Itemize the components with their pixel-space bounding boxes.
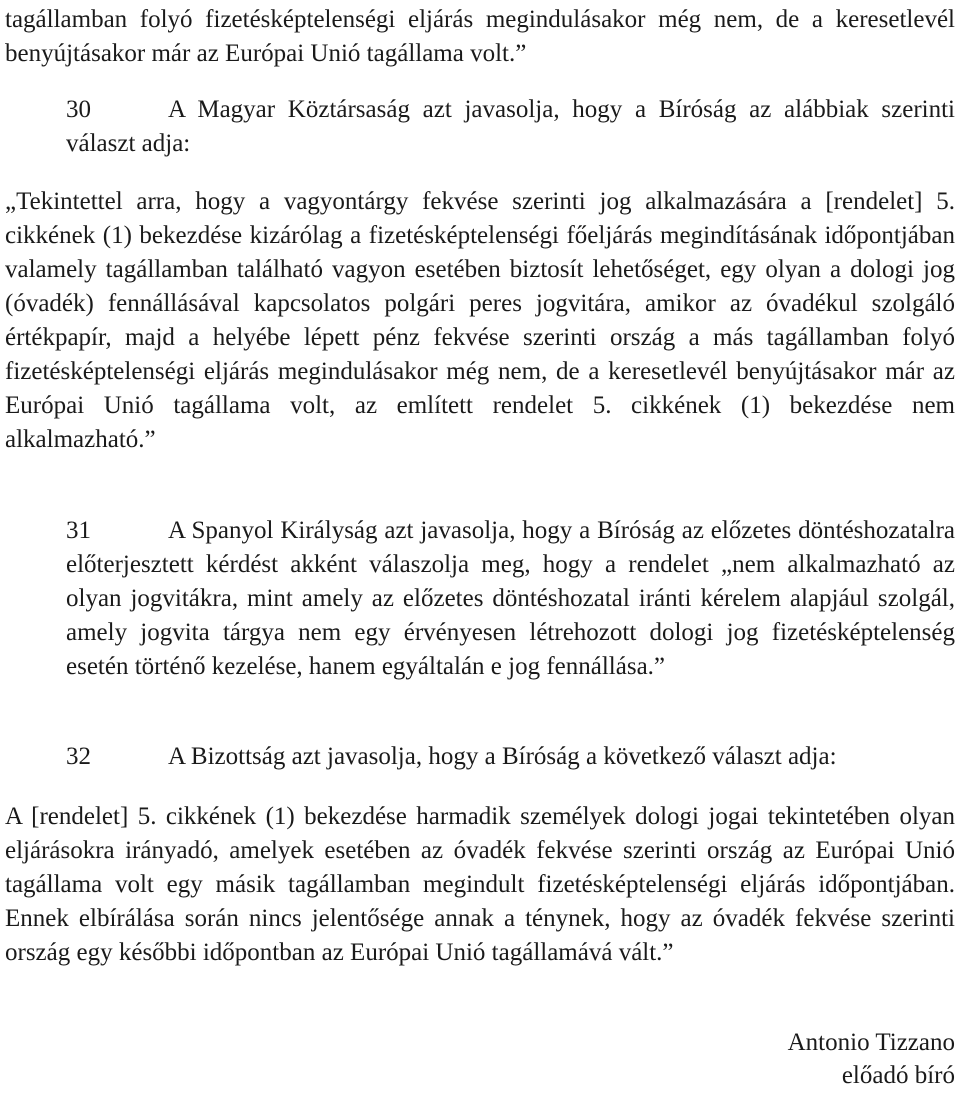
paragraph-number: 30: [66, 96, 91, 123]
paragraph-32: [66, 740, 955, 774]
paragraph-number: 32: [66, 743, 91, 770]
paragraph-31: [66, 514, 955, 684]
signature-name: Antonio Tizzano: [787, 1029, 955, 1056]
paragraph-text: A Spanyol Királyság azt javasolja, hogy a Bíróság az előzetes döntéshozatalra előterjesztett kérdést akként válaszolja meg, hogy a rendelet „nem alkalmazható az olyan jogvitákra, mint amely az előzetes döntéshozatal iránti kérelem alapjául szolgál, amely jogvita tárgya nem egy érvényesen létrehozott dologi jog fizetésképtelenség esetén történő kezelése, hanem egyáltalán e jog fennállása.”: [66, 517, 955, 680]
paragraph-30: [66, 93, 955, 161]
top-paragraph: tagállamban folyó fizetésképtelenségi eljárás megindulásakor még nem, de a keresetlevél benyújtásakor már az Európai Unió tagállama volt.”: [5, 6, 955, 67]
paragraph-text: A Bizottság azt javasolja, hogy a Bíróság a következő választ adja:: [168, 743, 837, 770]
signature-title: előadó bíró: [841, 1062, 955, 1089]
paragraph-30-quote: „Tekintettel arra, hogy a vagyontárgy fekvése szerinti jog alkalmazására a [rendelet] 5. cikkének (1) bekezdése kizárólag a fizetésképtelenségi főeljárás megindításának időpontjában valamely tagállamban található vagyon esetében biztosít lehetőséget, egy olyan a dologi jog (óvadék) fennállásával kapcsolatos polgári peres jogvitára, amikor az óvadékul szolgáló értékpapír, majd a helyébe lépett pénz fekvése szerinti ország a más tagállamban folyó fizetésképtelenségi eljárás megindulásakor még nem, de a keresetlevél benyújtásakor már az Európai Unió tagállama volt, az említett rendelet 5. cikkének (1) bekezdése nem alkalmazható.”: [5, 188, 955, 453]
paragraph-text: A Magyar Köztársaság azt javasolja, hogy a Bíróság az alábbiak szerinti választ adja:: [66, 96, 955, 157]
paragraph-32-quote: A [rendelet] 5. cikkének (1) bekezdése harmadik személyek dologi jogai tekintetében olyan eljárásokra irányadó, amelyek esetében az óvadék fekvése szerinti ország az Európai Unió tagállama volt egy másik tagállamban megindult fizetésképtelenségi eljárás időpontjában. Ennek elbírálása során nincs jelentősége annak a ténynek, hogy az óvadék fekvése szerinti ország egy későbbi időpontban az Európai Unió tagállamává vált.”: [5, 803, 955, 966]
paragraph-number: 31: [66, 517, 91, 544]
